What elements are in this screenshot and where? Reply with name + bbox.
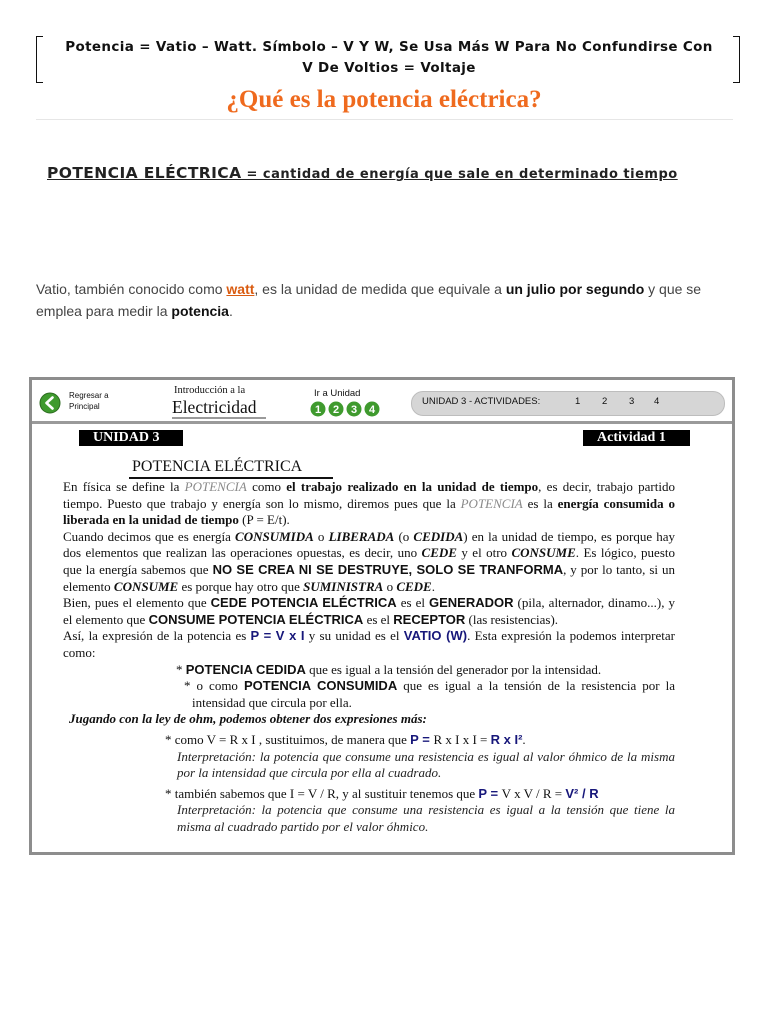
back-label-line: Regresar a xyxy=(69,391,109,400)
unit-4-label: 4 xyxy=(368,404,376,416)
unit-2-label: 2 xyxy=(332,404,340,416)
lesson-nav-bar xyxy=(32,380,732,421)
header-right-bracket xyxy=(733,36,740,83)
header-left-bracket xyxy=(36,36,43,83)
unit-selector xyxy=(309,401,381,417)
lesson-paragraph-3: Bien, pues el elemento que CEDE POTENCIA ELÉCTRICA es el GENERADOR (pila, alternador, dinamo...), y el elemento que CONSUME POTENCIA ELÉCTRICA es el RECEPTOR (las resistencias). xyxy=(63,595,675,627)
para-text: . xyxy=(228,303,233,319)
course-subtitle: Introducción a la xyxy=(174,385,246,396)
unit-1-label: 1 xyxy=(314,404,322,416)
definition-term: POTENCIA ELÉCTRICA xyxy=(47,164,242,182)
back-label-line: Principal xyxy=(69,402,100,411)
divider xyxy=(36,119,733,120)
ohm-law-intro: Jugando con la ley de ohm, podemos obtener dos expresiones más: xyxy=(69,711,427,727)
course-title: Electricidad xyxy=(172,397,266,419)
unit-4-button[interactable] xyxy=(365,402,380,417)
header-box xyxy=(36,36,740,81)
activity-label: Actividad 1 xyxy=(583,430,690,446)
lesson-paragraph-2: Cuando decimos que es energía CONSUMIDA o LIBERADA (o CEDIDA) en la unidad de tiempo, es porque hay dos elementos que realizan las operaciones opuestas, es decir, uno CEDE y el otro CONSUME. Es lógico, puesto que la energía sabemos que NO SE CREA NI SE DESTRUYE, SOLO SE TRANFORMA, y por lo tanto, si un elemento CONSUME es porque hay otro que SUMINISTRA o CEDE. xyxy=(63,528,676,594)
watt-paragraph xyxy=(36,278,741,322)
bullet-consumida: * o como POTENCIA CONSUMIDA que es igual a la tensión de la resistencia por la intensidad que circula por ella. xyxy=(184,678,676,710)
watt-link[interactable]: watt xyxy=(226,281,255,297)
activities-label: UNIDAD 3 - ACTIVIDADES: xyxy=(422,396,541,407)
unit-1-button[interactable] xyxy=(311,402,326,417)
bullet-cedida: * POTENCIA CEDIDA que es igual a la tensión del generador por la intensidad. xyxy=(176,661,602,677)
formula-1: * como V = R x I , sustituimos, de manera que P = R x I x I = R x I². xyxy=(165,731,526,747)
unit-2-button[interactable] xyxy=(329,402,344,417)
embedded-lesson-image xyxy=(29,377,735,855)
para-text: Vatio, también conocido como xyxy=(36,281,227,297)
unit-label: UNIDAD 3 xyxy=(79,430,183,446)
back-arrow-icon[interactable] xyxy=(39,392,61,414)
main-question-heading: ¿Qué es la potencia eléctrica? xyxy=(226,86,542,113)
para-text: y que se emplea para medir la xyxy=(36,281,702,319)
lesson-paragraph-4: Así, la expresión de la potencia es P = V x I y su unidad es el VATIO (W). Esta expresión la podemos interpretar como: xyxy=(63,628,675,660)
formula-2: * también sabemos que I = V / R, y al sustituir tenemos que P = V x V / R = V² / R xyxy=(165,785,599,801)
lesson-title: POTENCIA ELÉCTRICA xyxy=(132,458,303,475)
interpretation-2: Interpretación: la potencia que consume una resistencia es igual a la tensión que tiene la misma al cuadrado partido por el valor óhmico. xyxy=(177,802,675,834)
unit-3-button[interactable] xyxy=(347,402,362,417)
go-to-unit-label: Ir a Unidad xyxy=(314,388,361,399)
para-text: , es la unidad de medida que equivale a xyxy=(254,281,506,297)
header-text xyxy=(44,37,734,79)
back-to-main-link[interactable] xyxy=(69,390,109,412)
activity-3-link[interactable]: 3 xyxy=(629,396,635,407)
para-bold: un julio por segundo xyxy=(505,281,645,297)
activity-4-link[interactable]: 4 xyxy=(654,396,660,407)
para-bold: potencia xyxy=(171,303,229,319)
header-line-2: V De Voltios = Voltaje xyxy=(302,60,476,76)
lesson-paragraph-1: En física se define la POTENCIA como el trabajo realizado en la unidad de tiempo, es decir, trabajo partido tiempo. Puesto que trabajo y energía son lo mismo, diremos pues que la POTENCIA es la energía consumida o liberada en la unidad de tiempo (P = E/t). xyxy=(63,479,675,528)
lesson-body xyxy=(63,479,675,835)
header-line-1: Potencia = Vatio – Watt. Símbolo – V Y W, Se Usa Más W Para No Confundirse Con xyxy=(65,39,713,55)
definition-rest: = cantidad de energía que sale en determinado tiempo xyxy=(241,167,678,182)
interpretation-1: Interpretación: la potencia que consume una resistencia es igual al valor óhmico de la misma por la intensidad que circula por ella al cuadrado. xyxy=(177,748,675,781)
definition-line xyxy=(47,164,678,182)
activity-2-link[interactable]: 2 xyxy=(602,396,608,407)
activity-1-link[interactable]: 1 xyxy=(575,396,581,407)
nav-divider xyxy=(32,421,732,424)
unit-3-label: 3 xyxy=(350,404,358,416)
